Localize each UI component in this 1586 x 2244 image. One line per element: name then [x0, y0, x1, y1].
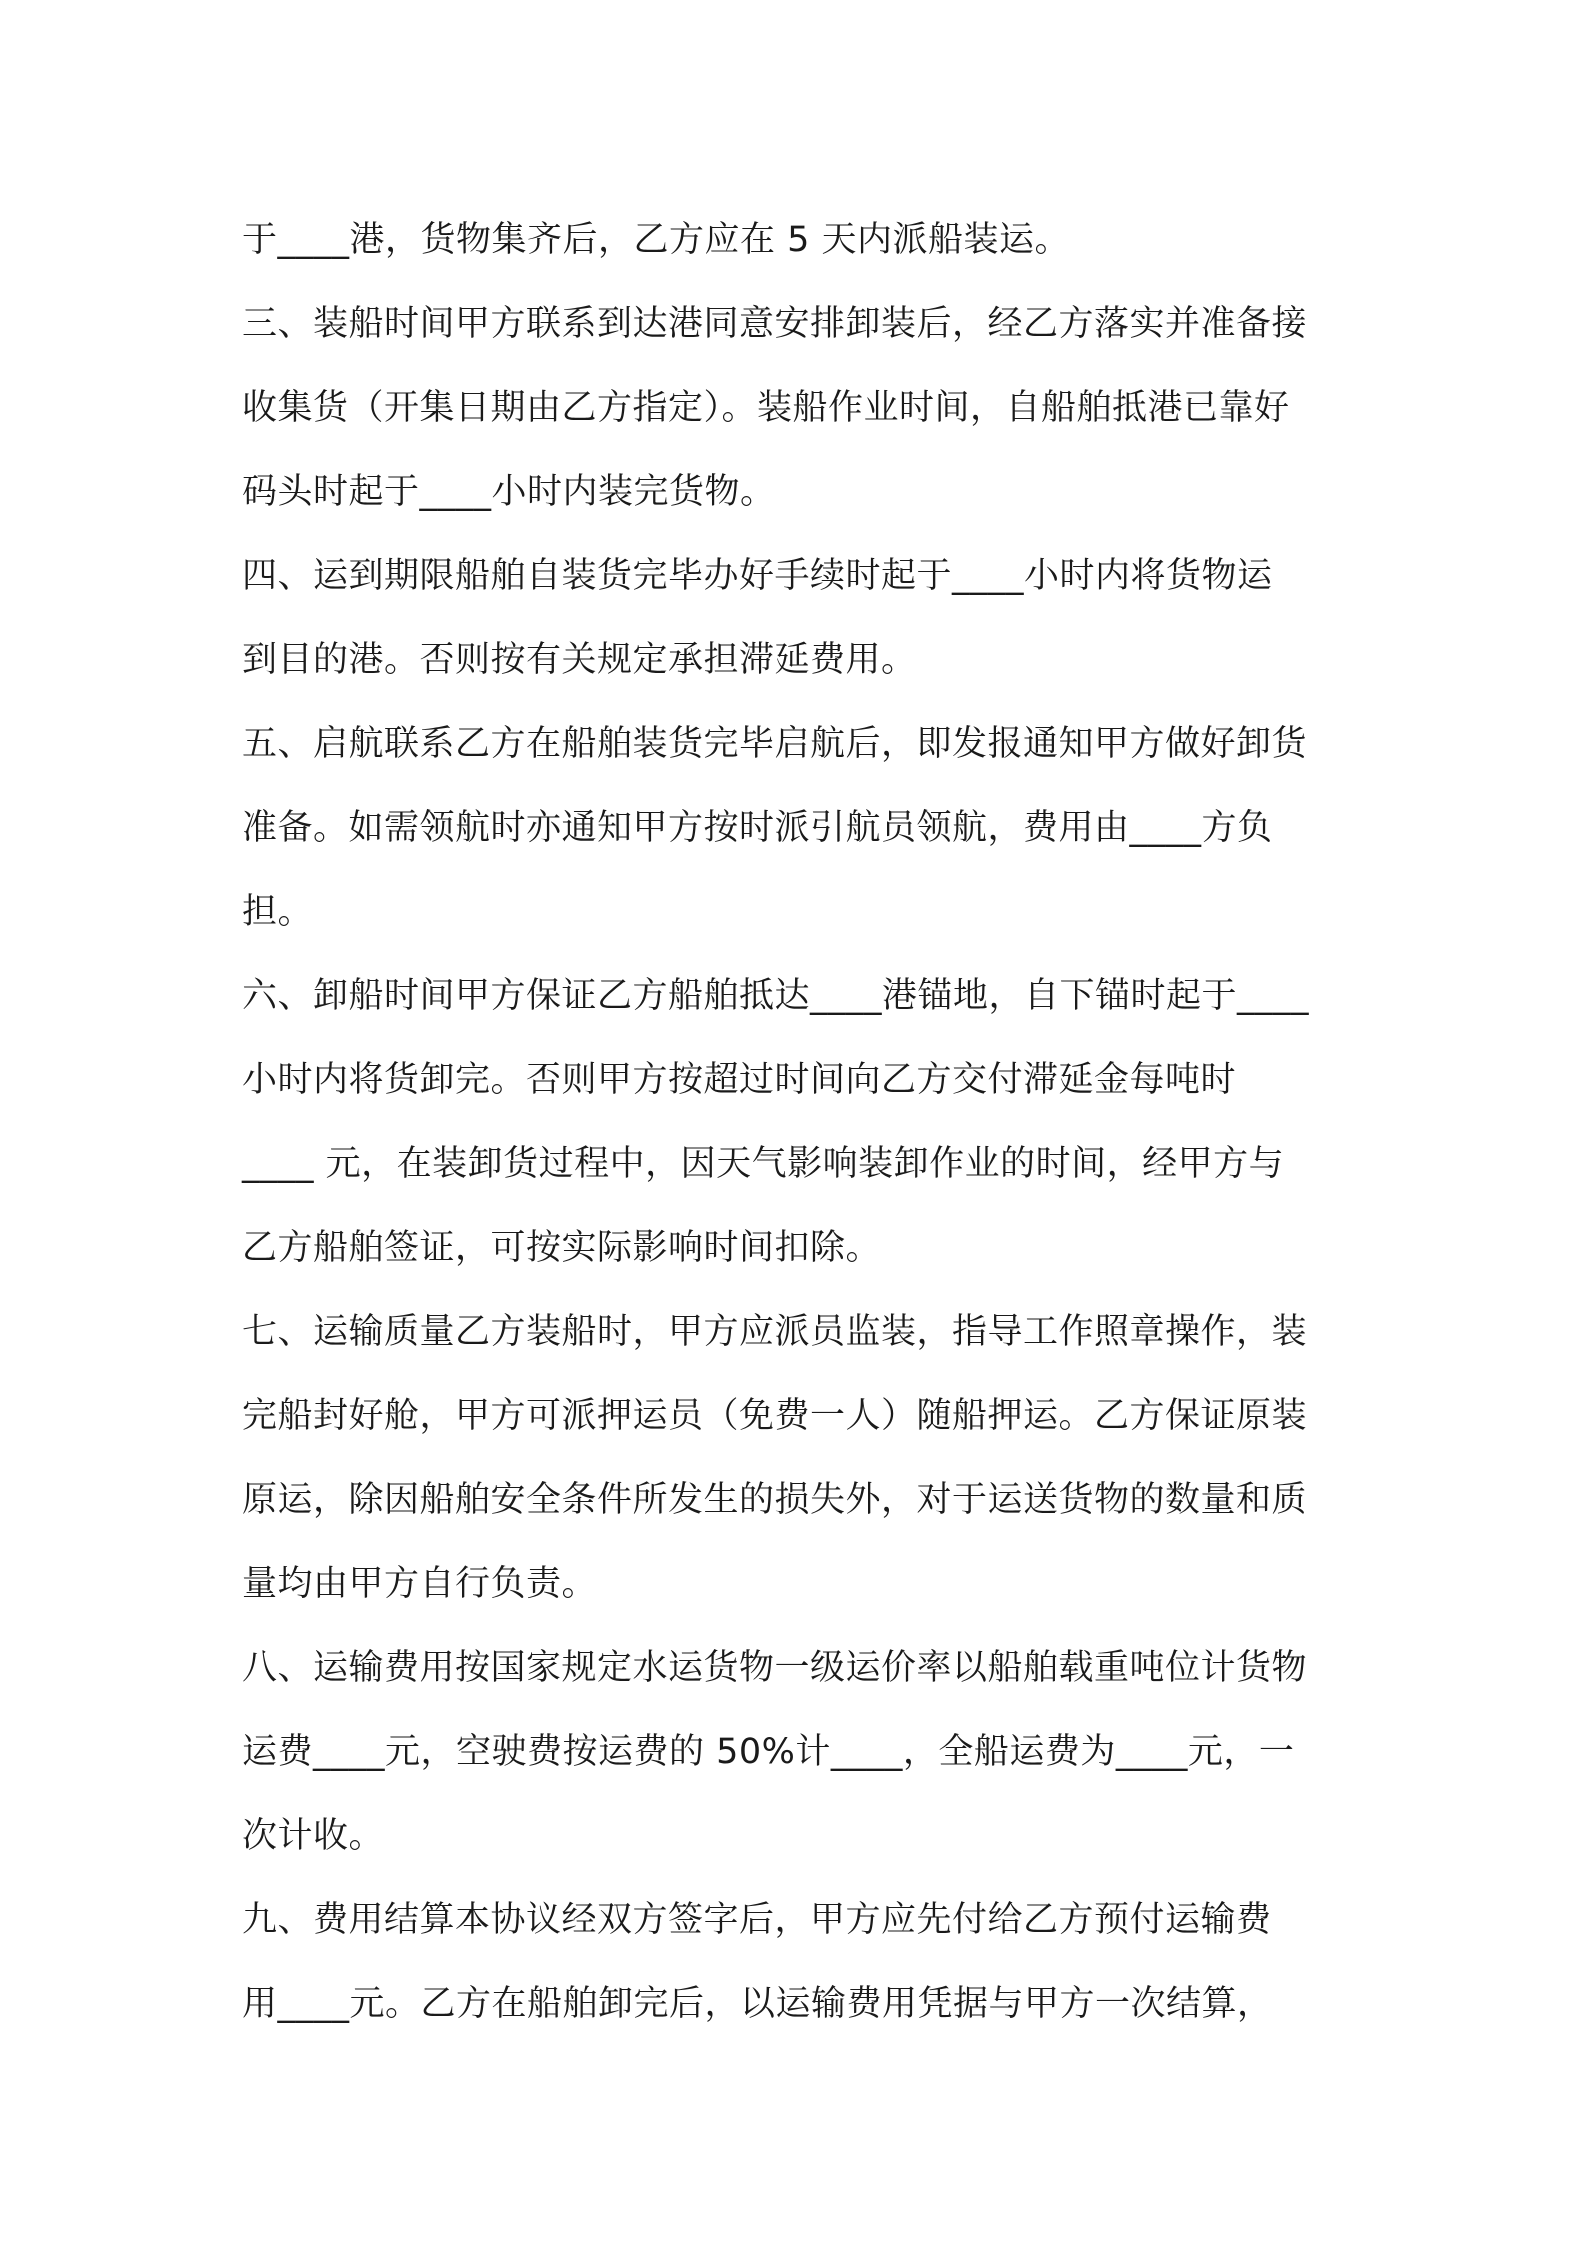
text-line: 三、装船时间甲方联系到达港同意安排卸装后，经乙方落实并准备接 — [242, 304, 1308, 344]
paragraph-unloading-time — [242, 954, 1352, 1290]
paragraph-delivery-period — [242, 534, 1352, 702]
paragraph-fee-settlement — [242, 1878, 1352, 2046]
text-line: 于____港，货物集齐后，乙方应在 5 天内派船装运。 — [242, 220, 1071, 260]
paragraph-loading-time — [242, 282, 1352, 534]
paragraph-departure-notice — [242, 702, 1352, 954]
text-line: 用____元。乙方在船舶卸完后，以运输费用凭据与甲方一次结算， — [242, 1984, 1273, 2024]
paragraph-transport-fee — [242, 1626, 1352, 1878]
text-line: ____ 元，在装卸货过程中，因天气影响装卸作业的时间，经甲方与 — [242, 1144, 1285, 1184]
text-line: 次计收。 — [242, 1816, 385, 1856]
text-line: 原运，除因船舶安全条件所发生的损失外，对于运送货物的数量和质 — [242, 1480, 1308, 1520]
text-line: 六、卸船时间甲方保证乙方船舶抵达____港锚地，自下锚时起于____ — [242, 976, 1310, 1016]
text-line: 运费____元，空驶费按运费的 50%计____，全船运费为____元，一 — [242, 1732, 1295, 1772]
text-line: 准备。如需领航时亦通知甲方按时派引航员领航，费用由____方负 — [242, 808, 1273, 848]
text-line: 九、费用结算本协议经双方签字后，甲方应先付给乙方预付运输费 — [242, 1900, 1272, 1940]
text-line: 码头时起于____小时内装完货物。 — [242, 472, 776, 512]
text-line: 到目的港。否则按有关规定承担滞延费用。 — [242, 640, 917, 680]
text-line: 五、启航联系乙方在船舶装货完毕启航后，即发报通知甲方做好卸货 — [242, 724, 1308, 764]
contract-body — [242, 198, 1352, 2046]
text-line: 四、运到期限船舶自装货完毕办好手续时起于____小时内将货物运 — [242, 556, 1273, 596]
text-line: 量均由甲方自行负责。 — [242, 1564, 598, 1604]
text-line: 乙方船舶签证，可按实际影响时间扣除。 — [242, 1228, 882, 1268]
text-line: 八、运输费用按国家规定水运货物一级运价率以船舶载重吨位计货物 — [242, 1648, 1308, 1688]
text-line: 完船封好舱，甲方可派押运员（免费一人）随船押运。乙方保证原装 — [242, 1396, 1308, 1436]
paragraph-loading-port — [242, 198, 1352, 282]
paragraph-transport-quality — [242, 1290, 1352, 1626]
text-line: 收集货（开集日期由乙方指定）。装船作业时间，自船舶抵港已靠好 — [242, 388, 1290, 428]
text-line: 小时内将货卸完。否则甲方按超过时间向乙方交付滞延金每吨时 — [242, 1060, 1237, 1100]
text-line: 七、运输质量乙方装船时，甲方应派员监装，指导工作照章操作，装 — [242, 1312, 1308, 1352]
text-line: 担。 — [242, 892, 314, 932]
